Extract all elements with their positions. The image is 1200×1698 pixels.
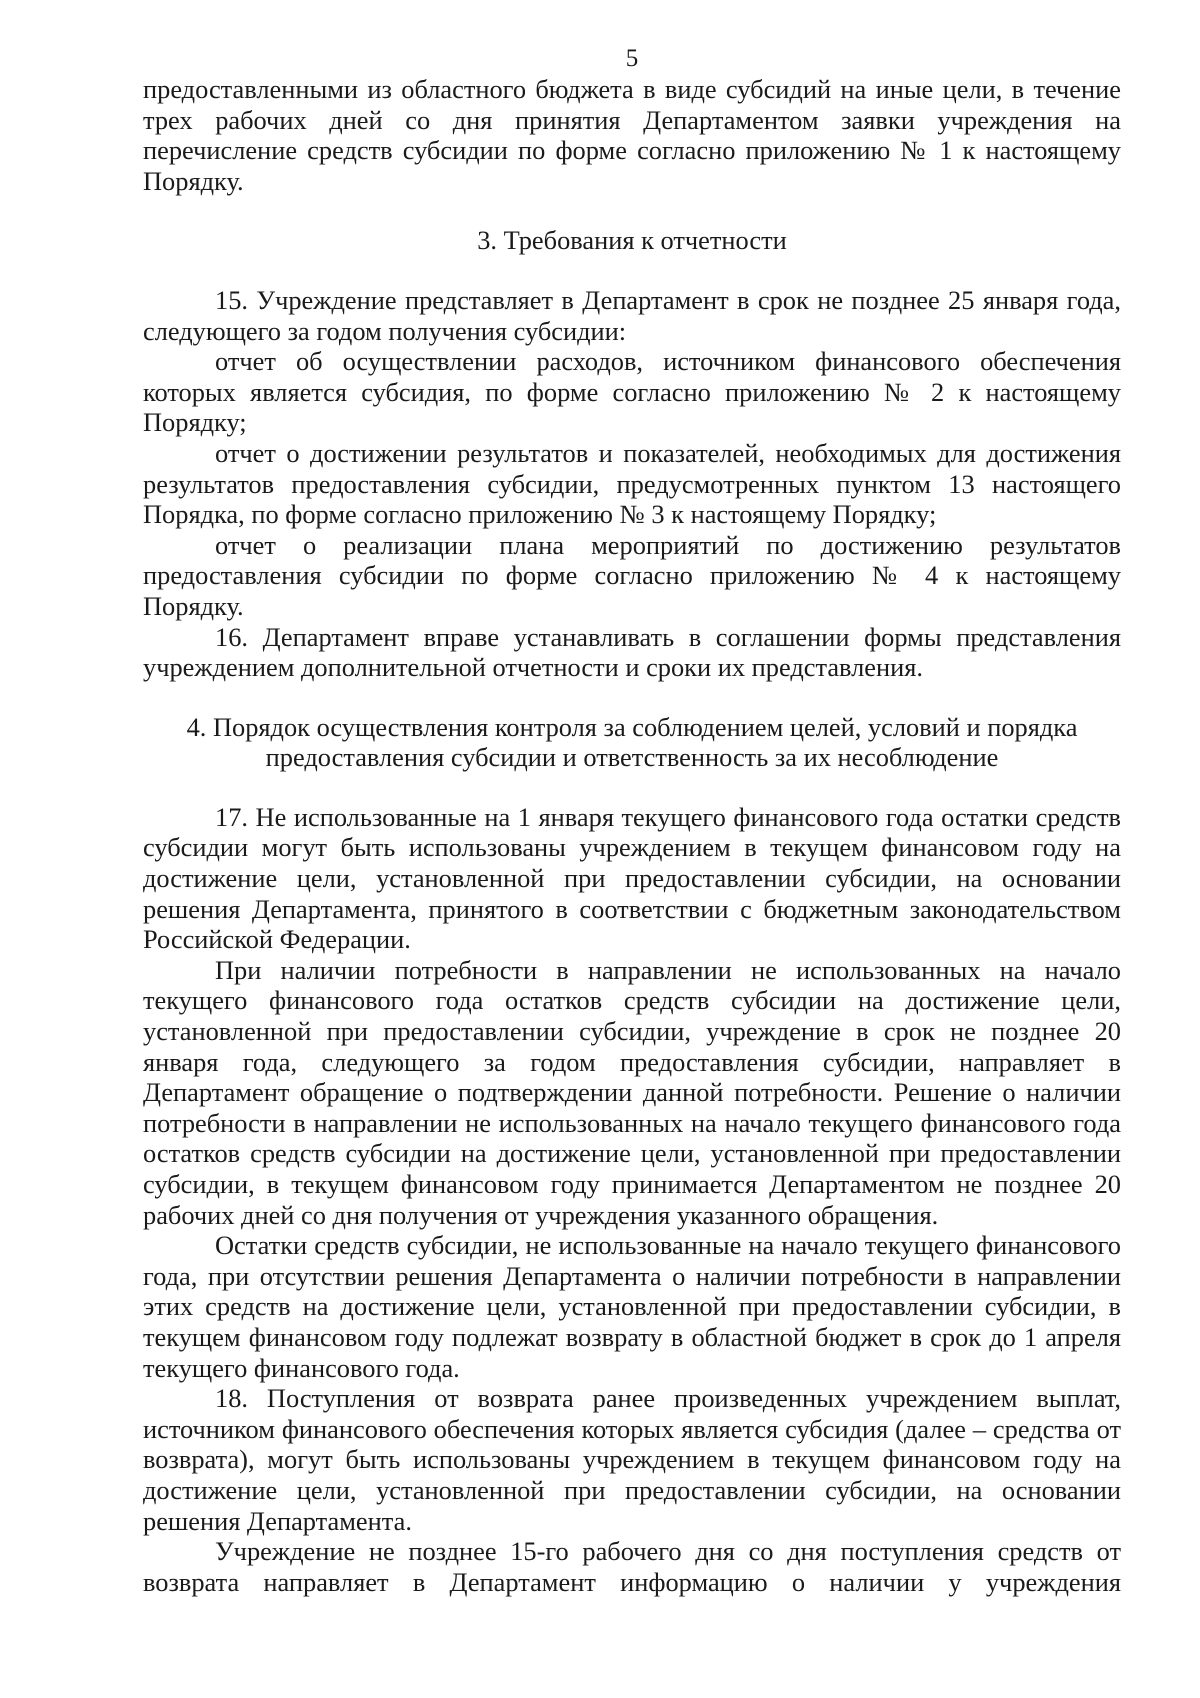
- intro-paragraph: предоставленными из областного бюджета в виде субсидий на иные цели, в течение трех рабочих дней со дня принятия Департаментом заявки учреждения на перечисление средств субсидии по форме согласно приложению № 1 к настоящему Порядку.: [143, 74, 1121, 196]
- paragraph-18-part-2: Учреждение не позднее 15-го рабочего дня со дня поступления средств от возврата направляет в Департамент информацию о наличии у учреждения: [143, 1536, 1121, 1597]
- paragraph-16: 16. Департамент вправе устанавливать в соглашении формы представления учреждением дополнительной отчетности и сроки их представления.: [143, 621, 1121, 683]
- paragraph-17: 17. Не использованные на 1 января текущего финансового года остатки средств субсидии могут быть использованы учреждением в текущем финансовом году на достижение цели, установленной при предоставлении субсидии, на основании решения Департамента, принятого в соответствии с бюджетным законодательством Российской Федерации.: [143, 801, 1121, 955]
- document-page: [143, 44, 1121, 1597]
- section-4-heading-line-2: предоставления субсидии и ответственность за их несоблюдение: [265, 742, 999, 773]
- paragraph-18: 18. Поступления от возврата ранее произведенных учреждением выплат, источником финансового обеспечения которых является субсидия (далее – средства от возврата), могут быть использованы учреждением в текущем финансовом году на достижение цели, установленной при предоставлении субсидии, на основании решения Департамента.: [143, 1383, 1121, 1536]
- paragraph-15-item-3: отчет о реализации плана мероприятий по достижению результатов предоставления субсидии по форме согласно приложению № 4 к настоящему Порядку.: [143, 529, 1121, 621]
- section-3-heading: 3. Требования к отчетности: [477, 225, 787, 256]
- paragraph-17-part-2: При наличии потребности в направлении не использованных на начало текущего финансового года остатков средств субсидии на достижение цели, установленной при предоставлении субсидии, учреждение в срок не позднее 20 января года, следующего за годом предоставления субсидии, направляет в Департамент обращение о подтверждении данной потребности. Решение о наличии потребности в направлении не использованных на начало текущего финансового года остатков средств субсидии на достижение цели, установленной при предоставлении субсидии, в текущем финансовом году принимается Департаментом не позднее 20 рабочих дней со дня получения от учреждения указанного обращения.: [143, 954, 1121, 1230]
- paragraph-15: 15. Учреждение представляет в Департамент в срок не позднее 25 января года, следующего за годом получения субсидии:: [143, 284, 1121, 346]
- section-4-heading-line-1: 4. Порядок осуществления контроля за соблюдением целей, условий и порядка: [186, 711, 1078, 742]
- page-number: 5: [625, 45, 639, 72]
- section-4-heading: [143, 712, 1121, 773]
- paragraph-15-item-2: отчет о достижении результатов и показателей, необходимых для достижения результатов предоставления субсидии, предусмотренных пунктом 13 настоящего Порядка, по форме согласно приложению № 3 к настоящему Порядку;: [143, 437, 1121, 530]
- paragraph-15-item-1: отчет об осуществлении расходов, источником финансового обеспечения которых является субсидия, по форме согласно приложению № 2 к настоящему Порядку;: [143, 346, 1121, 438]
- paragraph-17-part-3: Остатки средств субсидии, не использованные на начало текущего финансового года, при отсутствии решения Департамента о наличии потребности в направлении этих средств на достижение цели, установленной при предоставлении субсидии, в текущем финансовом году подлежат возврату в областной бюджет в срок до 1 апреля текущего финансового года.: [143, 1230, 1121, 1383]
